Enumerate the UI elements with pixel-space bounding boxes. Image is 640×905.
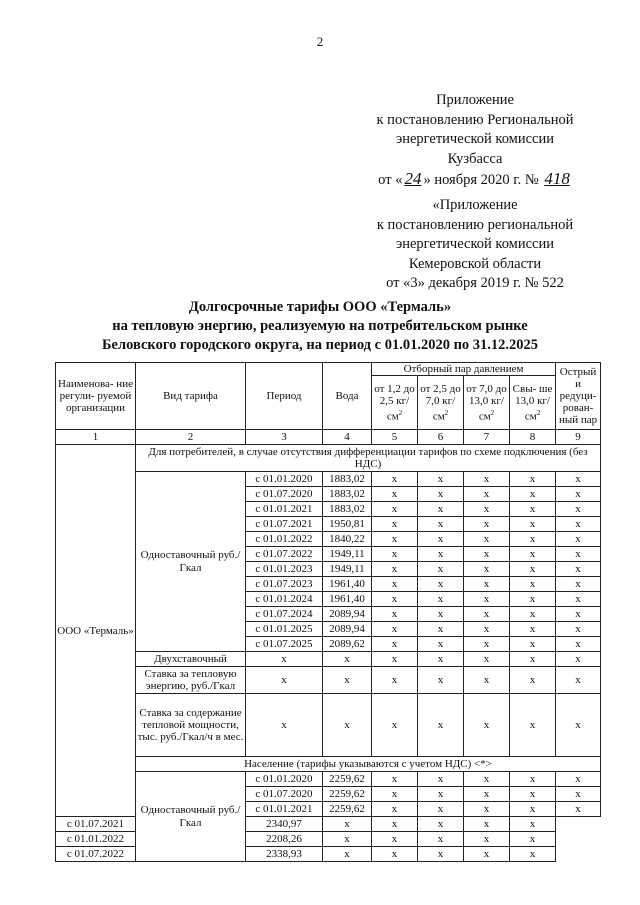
x-cell: x [556,502,601,517]
x-cell: x [464,787,510,802]
period-cell: с 01.07.2020 [246,487,323,502]
x-cell: x [510,652,556,667]
x-cell: x [510,694,556,757]
title-line: Беловского городского округа, на период с 01.01.2020 по 31.12.2025 [101,337,539,353]
tariff-single-rate: Одноставочный руб./Гкал [136,472,246,652]
period-cell: с 01.07.2023 [246,577,323,592]
x-cell: x [418,817,464,832]
appendix-line: от «3» декабря 2019 г. № 522 [386,275,564,291]
column-number: 4 [323,430,372,445]
title-line: Долгосрочные тарифы ООО «Термаль» [188,299,452,315]
water-cell: 2208,26 [246,832,323,847]
x-cell: x [464,652,510,667]
tariff-single-rate: Одноставочный руб./Гкал [136,772,246,862]
x-cell: x [510,592,556,607]
header-water: Вода [323,363,372,430]
handwritten-day: 24 [404,169,422,188]
appendix-line: Кузбасса [447,150,503,167]
x-cell: x [372,802,418,817]
x-cell: x [323,817,372,832]
x-cell: x [464,622,510,637]
period-cell: с 01.01.2021 [246,502,323,517]
x-cell: x [418,487,464,502]
x-cell: x [372,817,418,832]
header-steam-group: Отборный пар давлением [372,363,556,376]
x-cell: x [418,562,464,577]
appendix-date-line [350,169,600,191]
period-cell: с 01.01.2024 [246,592,323,607]
water-cell: 1949,11 [323,547,372,562]
x-cell: x [510,817,556,832]
water-cell: 2259,62 [323,772,372,787]
period-cell: с 01.07.2020 [246,787,323,802]
water-cell: 2089,94 [323,607,372,622]
water-cell: 2259,62 [323,802,372,817]
appendix-line: «Приложение [432,197,518,213]
x-cell: x [323,832,372,847]
x-cell: x [464,487,510,502]
tariff-two-rate: Двухставочный [136,652,246,667]
title-line: на тепловую энергию, реализуемую на потребительском рынке [112,318,528,334]
x-cell: x [464,502,510,517]
x-cell: x [418,652,464,667]
table-row [56,472,601,487]
x-cell: x [372,847,418,862]
period-cell: с 01.07.2022 [56,847,136,862]
x-cell: x [556,562,601,577]
x-cell: x [464,607,510,622]
header-pressure-2: от 2,5 до 7,0 $кг/см^2$ [418,376,464,430]
handwritten-number: 418 [544,169,570,188]
x-cell: x [246,694,323,757]
x-cell: x [556,607,601,622]
x-cell: x [464,562,510,577]
x-cell: x [418,547,464,562]
tariff-capacity-rate: Ставка за содержание тепловой мощности, тыс. руб./Гкал/ч в мес. [136,694,246,757]
x-cell: x [418,787,464,802]
x-cell: x [556,547,601,562]
x-cell: x [372,577,418,592]
tariff-table [55,362,601,862]
x-cell: x [556,622,601,637]
x-cell: x [372,562,418,577]
x-cell: x [510,667,556,694]
x-cell: x [372,517,418,532]
x-cell: x [464,472,510,487]
page-number: 2 [316,34,324,49]
period-cell: с 01.07.2024 [246,607,323,622]
water-cell: 1883,02 [323,487,372,502]
x-cell: x [418,502,464,517]
x-cell: x [510,547,556,562]
x-cell: x [510,532,556,547]
x-cell: x [323,694,372,757]
x-cell: x [418,694,464,757]
water-cell: 1950,81 [323,517,372,532]
x-cell: x [418,802,464,817]
water-cell: 2089,62 [323,637,372,652]
appendix-line: к постановлению Региональной [376,111,574,128]
header-pressure-1: от 1,2 до 2,5 $кг/см^2$ [372,376,418,430]
column-number: 2 [136,430,246,445]
period-cell: с 01.01.2025 [246,622,323,637]
appendix-previous [350,196,600,294]
x-cell: x [372,532,418,547]
x-cell: x [418,517,464,532]
x-cell: x [464,577,510,592]
x-cell: x [510,487,556,502]
x-cell: x [323,667,372,694]
x-cell: x [464,772,510,787]
x-cell: x [372,592,418,607]
x-cell: x [510,577,556,592]
x-cell: x [556,517,601,532]
period-cell: с 01.01.2020 [246,472,323,487]
x-cell: x [556,694,601,757]
table-row [56,694,601,757]
x-cell: x [464,517,510,532]
x-cell: x [556,667,601,694]
x-cell: x [418,607,464,622]
period-cell: с 01.07.2021 [56,817,136,832]
x-cell: x [556,772,601,787]
column-number: 5 [372,430,418,445]
appendix-line: Приложение [436,92,514,108]
appendix-line: к постановлению региональной [376,216,574,233]
appendix-current [350,91,600,191]
header-tariff-type: Вид тарифа [136,363,246,430]
date-suffix: » ноября 2020 г. № [423,172,539,188]
period-cell: с 01.01.2023 [246,562,323,577]
x-cell: x [372,472,418,487]
x-cell: x [556,577,601,592]
x-cell: x [372,607,418,622]
x-cell: x [418,622,464,637]
water-cell: 2340,97 [246,817,323,832]
x-cell: x [556,592,601,607]
column-numbers-row [56,430,601,445]
x-cell: x [556,472,601,487]
x-cell: x [464,637,510,652]
x-cell: x [510,847,556,862]
appendix-line: Кемеровской области [408,255,542,272]
x-cell: x [464,694,510,757]
header-row [56,363,601,376]
x-cell: x [510,607,556,622]
water-cell: 1883,02 [323,502,372,517]
x-cell: x [556,787,601,802]
x-cell: x [510,772,556,787]
x-cell: x [418,592,464,607]
x-cell: x [464,802,510,817]
period-cell: с 01.07.2025 [246,637,323,652]
x-cell: x [556,652,601,667]
column-number: 8 [510,430,556,445]
period-cell: с 01.01.2022 [246,532,323,547]
x-cell: x [510,502,556,517]
x-cell: x [372,667,418,694]
date-prefix: от « [378,172,403,188]
x-cell: x [510,517,556,532]
x-cell: x [464,817,510,832]
appendix-line: энергетической комиссии [395,236,555,252]
x-cell: x [510,787,556,802]
table-row [56,667,601,694]
x-cell: x [372,502,418,517]
x-cell: x [372,772,418,787]
x-cell: x [464,592,510,607]
header-pressure-4: Свы- ше 13,0 $кг/см^2$ [510,376,556,430]
x-cell: x [246,667,323,694]
x-cell: x [556,637,601,652]
appendix-line: энергетической комиссии [395,131,555,147]
table-row [56,772,601,787]
document-title [0,298,640,355]
water-cell: 2089,94 [323,622,372,637]
water-cell: 2338,93 [246,847,323,862]
column-number: 3 [246,430,323,445]
x-cell: x [372,622,418,637]
period-cell: с 01.07.2021 [246,517,323,532]
x-cell: x [556,532,601,547]
x-cell: x [418,772,464,787]
water-cell: 1961,40 [323,592,372,607]
x-cell: x [510,637,556,652]
column-number: 6 [418,430,464,445]
column-number: 7 [464,430,510,445]
water-cell: 2259,62 [323,787,372,802]
x-cell: x [418,532,464,547]
x-cell: x [246,652,323,667]
period-cell: с 01.01.2020 [246,772,323,787]
section-row [56,757,601,772]
period-cell: с 01.07.2022 [246,547,323,562]
x-cell: x [464,532,510,547]
x-cell: x [464,547,510,562]
header-period: Период [246,363,323,430]
column-number: 9 [556,430,601,445]
x-cell: x [323,652,372,667]
section-title: Для потребителей, в случае отсутствия дифференциации тарифов по схеме подключения (без НДС) [136,445,601,472]
x-cell: x [556,487,601,502]
section-title: Население (тарифы указываются с учетом НДС) <*> [136,757,601,772]
x-cell: x [510,832,556,847]
x-cell: x [372,547,418,562]
table-row [56,652,601,667]
water-cell: 1961,40 [323,577,372,592]
water-cell: 1949,11 [323,562,372,577]
x-cell: x [372,652,418,667]
header-pressure-3: от 7,0 до 13,0 $кг/см^2$ [464,376,510,430]
header-sharp-steam: Острый и редуци- рован- ный пар [556,363,601,430]
x-cell: x [418,847,464,862]
x-cell: x [418,637,464,652]
x-cell: x [418,472,464,487]
x-cell: x [510,472,556,487]
x-cell: x [510,622,556,637]
period-cell: с 01.01.2022 [56,832,136,847]
column-number: 1 [56,430,136,445]
organization-name: ООО «Термаль» [56,445,136,817]
x-cell: x [372,487,418,502]
x-cell: x [418,667,464,694]
x-cell: x [510,562,556,577]
tariff-heat-rate: Ставка за тепловую энергию, руб./Гкал [136,667,246,694]
header-org-name: Наименова- ние регули- руемой организации [56,363,136,430]
x-cell: x [323,847,372,862]
x-cell: x [372,832,418,847]
water-cell: 1883,02 [323,472,372,487]
x-cell: x [464,847,510,862]
x-cell: x [418,577,464,592]
x-cell: x [464,832,510,847]
x-cell: x [418,832,464,847]
x-cell: x [556,802,601,817]
water-cell: 1840,22 [323,532,372,547]
x-cell: x [372,787,418,802]
x-cell: x [464,667,510,694]
period-cell: с 01.01.2021 [246,802,323,817]
section-row [56,445,601,472]
x-cell: x [372,694,418,757]
x-cell: x [372,637,418,652]
x-cell: x [510,802,556,817]
